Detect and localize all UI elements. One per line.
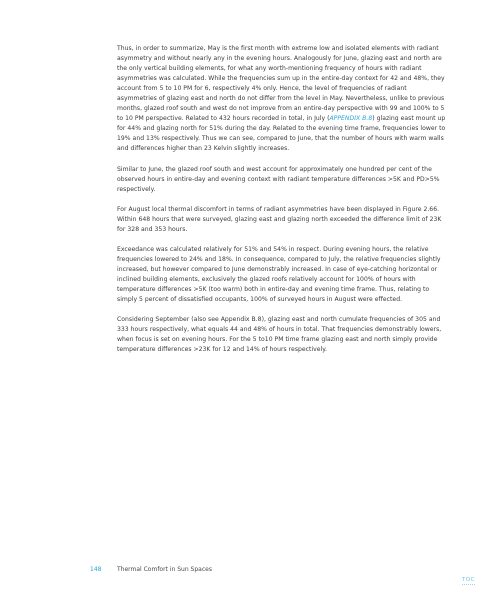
page-number: 148: [90, 566, 102, 573]
paragraph-1: [117, 44, 447, 155]
paragraph-5: Considering September (also see Appendix B.8), glazing east and north cumulate frequencies of 305 and 333 hours respectively, what equals 44 and 48% of hours in total. That frequencies demonstrably lowers, when focus is set on evening hours. For the 5 to10 PM time frame glazing east and north simply provide temperature differences >23K for 12 and 14% of hours respectively.: [117, 316, 442, 354]
appendix-link[interactable]: APPENDIX B.8: [329, 115, 373, 123]
paragraph-1-text-cont: ) glazing east mount up for 44% and glazing north for 51% during the day. Related to the evening time frame, frequencies lower to 19% and 13% respectively. Thus we can see, compared to June, that the number of hours with warm walls and differences higher than 23 Kelvin slightly increases.: [117, 115, 446, 153]
running-title: Thermal Comfort in Sun Spaces: [117, 566, 212, 573]
paragraph-2: Similar to June, the glazed roof south and west account for approximately one hundred per cent of the observed hours in entire-day and evening context with radiant temperature differences >5K and PD>5% respectively.: [117, 165, 440, 193]
paragraph-1-text: Thus, in order to summarize, May is the first month with extreme low and isolated elements with radiant asymmetry and without nearly any in the evening hours. Analogously for June, glazing east and north are the only vertical building elements, for what any worth-mentioning frequency of hours with radiant asymmetries was calculated. While the frequencies sum up in the entire-day context for 42 and 48%, they account from 5 to 10 PM for 6, respectively 4% only. Hence, the level of frequencies of radiant asymmetries of glazing east and north do not differ from the level in May. Nevertheless, unlike to previous months, glazed roof south and west do not improve from an entire-day perspective with 99 and 100% to 5 to 10 PM perspective. Related to 432 hours recorded in total, in July (: [117, 45, 445, 123]
paragraph-4: Exceedance was calculated relatively for 51% and 54% in respect. During evening hours, the relative frequencies lowered to 24% and 18%. In consequence, compared to July, the relative frequencies slightly increased, but however compared to June demonstrably increased. In case of eye-catching horizontal or inclined building elements, exclusively the glazed roofs relatively account for 100% of hours with temperature differences >5K (too warm) both in entire-day and evening time frame. Thus, relating to simply 5 percent of dissatisfied occupants, 100% of surveyed hours in August were effected.: [117, 245, 441, 304]
toc-link[interactable]: TOC: [462, 577, 476, 583]
body-text: [117, 44, 447, 365]
paragraph-3: For August local thermal discomfort in terms of radiant asymmetries have been displayed in Figure 2.66. Within 648 hours that were surveyed, glazing east and glazing north exceeded the difference limit of 23K for 328 and 353 hours.: [117, 205, 442, 233]
